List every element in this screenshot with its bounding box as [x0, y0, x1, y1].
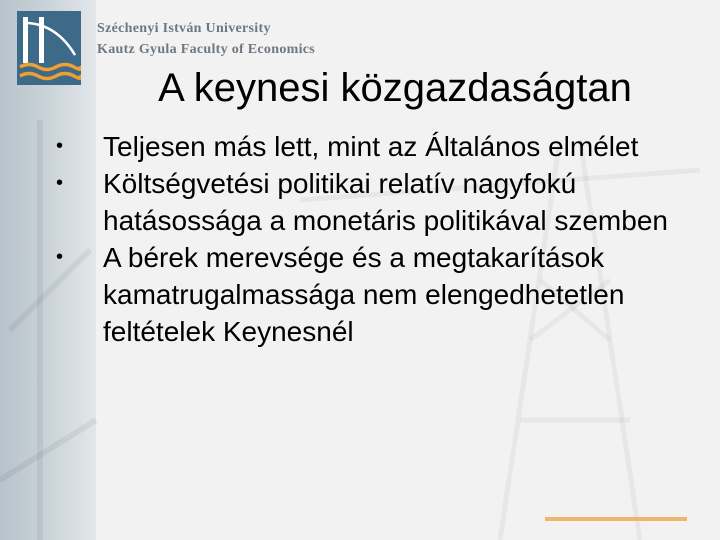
university-name: Széchenyi István University — [97, 21, 271, 36]
bullet-text: Költségvetési politikai relatív nagyfokú hatásossága a monetáris politikával szemben — [103, 168, 668, 236]
bullet-text: A bérek merevsége és a megtakarítások kamatrugalmassága nem elengedhetetlen feltételek Keynesnél — [103, 242, 625, 347]
bullet-item — [0, 239, 720, 350]
bullet-list — [0, 128, 720, 350]
bullet-dot-icon: • — [56, 172, 64, 194]
accent-line — [545, 517, 687, 521]
faculty-name: Kautz Gyula Faculty of Economics — [97, 42, 316, 57]
bullet-item — [0, 165, 720, 239]
bullet-dot-icon: • — [56, 135, 64, 157]
bullet-text: Teljesen más lett, mint az Általános elmélet — [103, 131, 639, 162]
slide-title: A keynesi közgazdaságtan — [158, 66, 632, 110]
bullet-dot-icon: • — [56, 246, 64, 268]
bullet-item — [0, 128, 720, 165]
